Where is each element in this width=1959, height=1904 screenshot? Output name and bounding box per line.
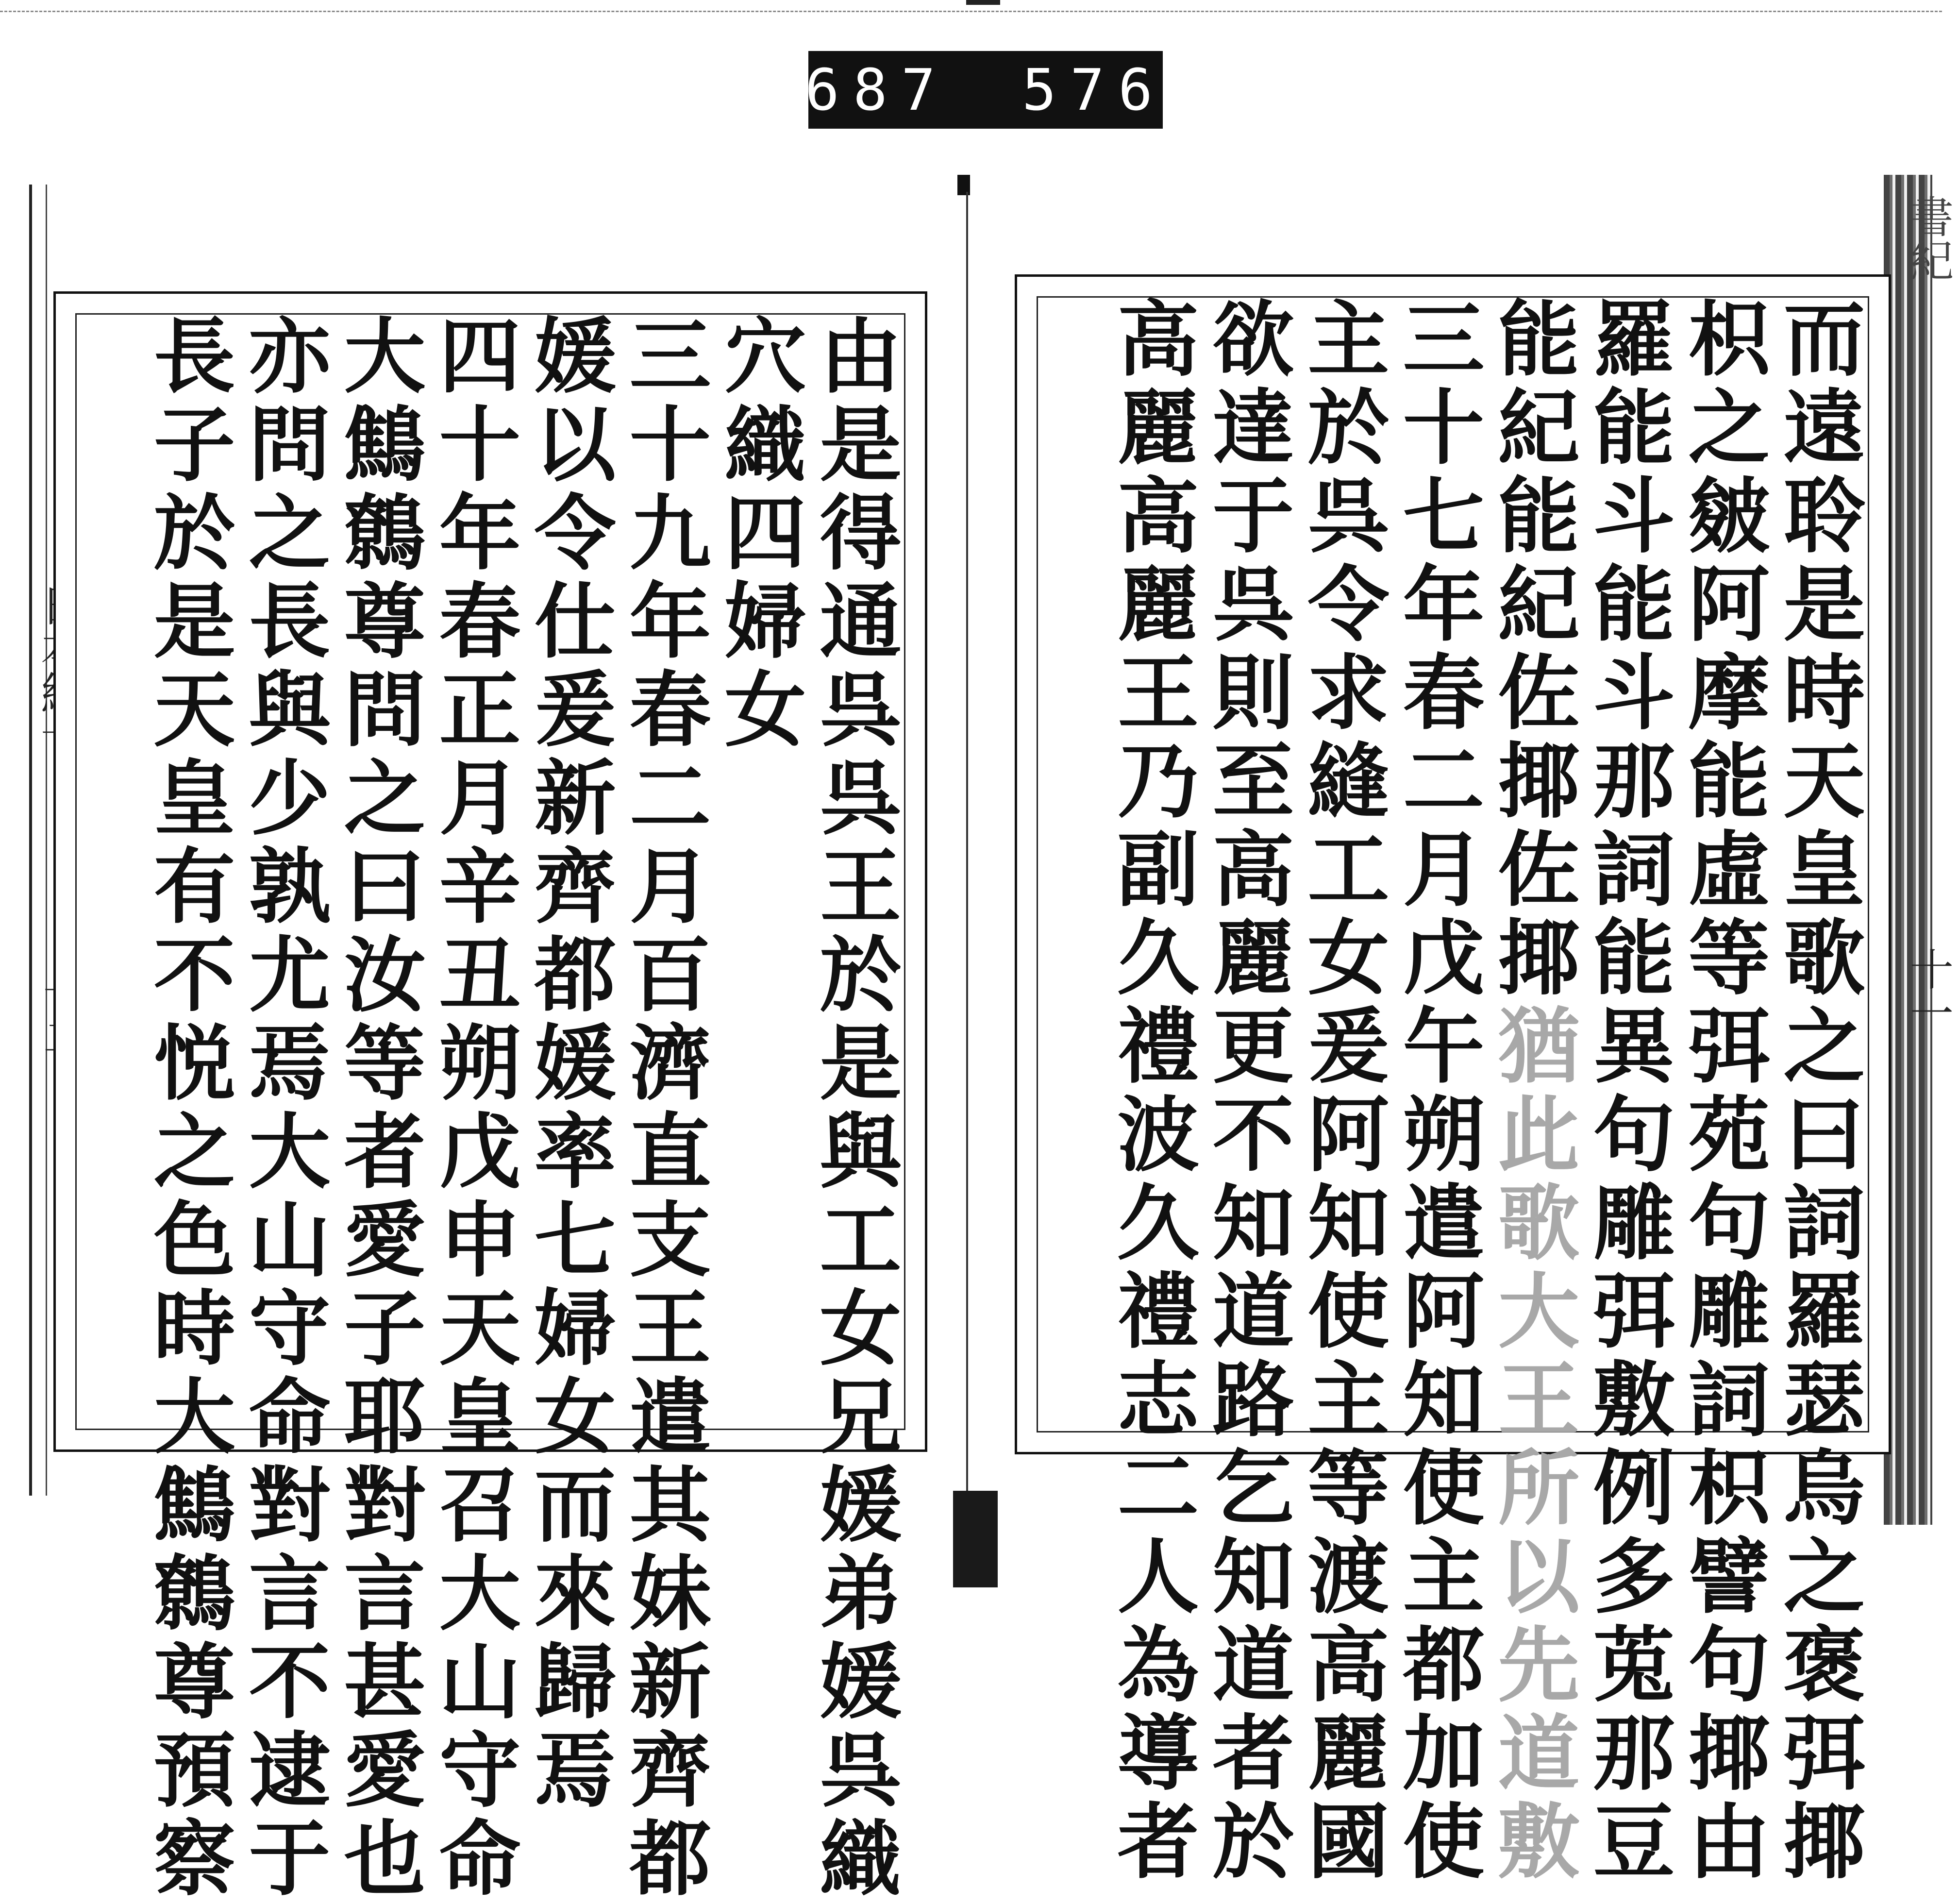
- frame-number-left: 687: [804, 56, 949, 123]
- text-column: 高麗高麗王乃副久禮波久禮志二人為導者: [1104, 296, 1200, 1887]
- spine-top-mark: [957, 175, 970, 195]
- text-column: 媛以令仕爰新齊都媛率七婦女而來歸焉: [521, 313, 617, 1816]
- right-folio-number: 十一: [1902, 947, 1953, 1034]
- frame-number-label: [804, 51, 1167, 129]
- scan-top-rule: [0, 11, 1942, 12]
- text-column-partial: [1485, 296, 1581, 1887]
- right-binding-edge: [1884, 175, 1932, 1525]
- text-column: 三十九年春二月百濟直支王遣其妹新齊都: [616, 313, 712, 1904]
- text-column: 大鷦鷯尊問之曰汝等者愛子耶對言甚愛也: [331, 313, 427, 1904]
- left-page: [53, 291, 927, 1904]
- right-page-text: [1095, 296, 1866, 1887]
- right-page: [1015, 274, 1891, 1887]
- book-spine: [966, 192, 968, 1503]
- spine-bottom-mark: [953, 1491, 998, 1587]
- text-column: 亦問之長與少孰尤焉大山守命對言不逮于: [235, 313, 332, 1904]
- left-page-text: [75, 313, 903, 1904]
- frame-number-right: 576: [1022, 56, 1167, 123]
- text-column: 枳之皴阿摩能虛等弭苑句雕詞枳譬句揶由: [1675, 296, 1771, 1887]
- text-segment: 能紀能紀佐揶佐揶: [1485, 296, 1581, 1003]
- text-column: 主於呉令求縫工女爰阿知使主等渡高麗國: [1294, 296, 1390, 1887]
- scan-top-mark: [966, 0, 1000, 5]
- text-column: 欲達于呉則至高麗更不知道路乞知道者於: [1199, 296, 1295, 1887]
- text-column: 三十七年春二月戊午朔遣阿知使主都加使: [1390, 296, 1486, 1887]
- left-binding-edge: [29, 185, 47, 1496]
- text-column: 長子於是天皇有不悦之色時大鷦鷯尊預察: [140, 313, 236, 1904]
- text-column: 由是得通呉呉王於是與工女兄媛弟媛呉織: [806, 313, 903, 1904]
- text-column: 穴織四婦女: [711, 313, 807, 755]
- faint-overprint-text: 猶此歌大王所以先道敷: [1485, 1003, 1581, 1887]
- right-margin-title: 書紀: [1902, 194, 1953, 282]
- text-column: 而遠聆是時天皇歌之曰詞羅瑟烏之褒弭揶: [1770, 296, 1866, 1887]
- text-column: 羅能斗能斗那詞能異句雕弭敷例多莵那豆: [1580, 296, 1676, 1887]
- text-column: 四十年春正月辛丑朔戊申天皇召大山守命: [426, 313, 522, 1904]
